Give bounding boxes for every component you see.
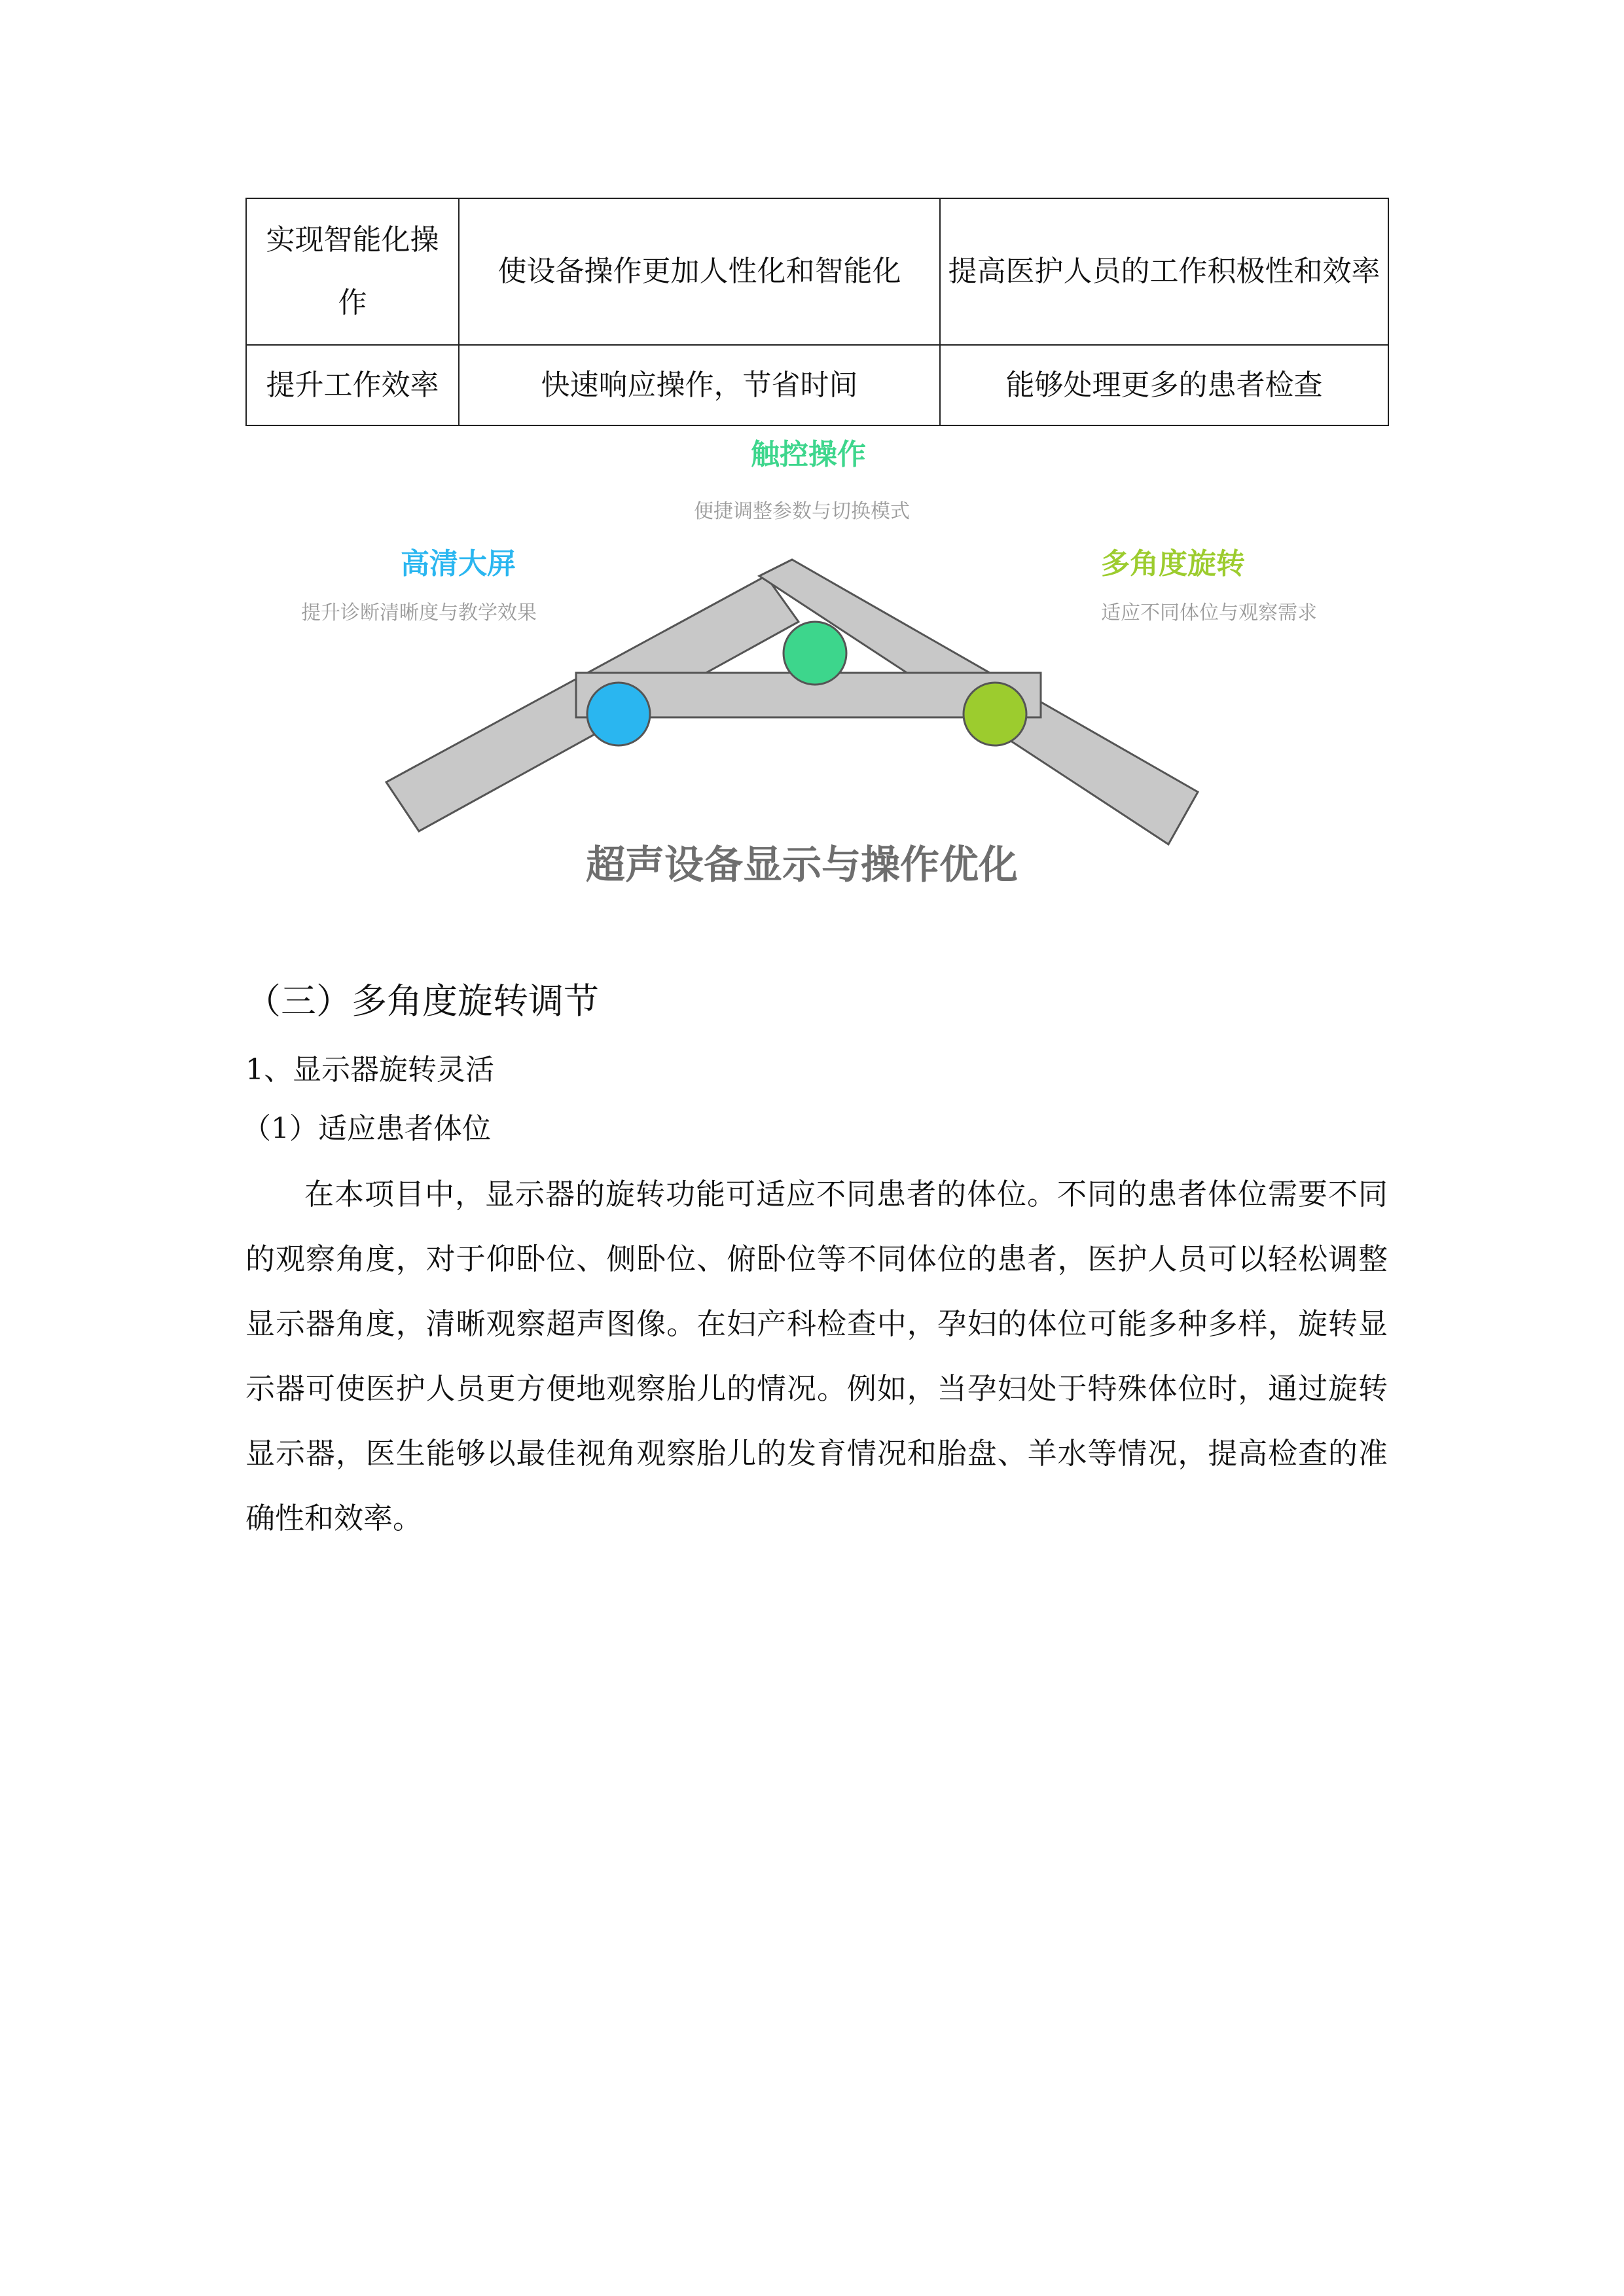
table-cell: 快速响应操作，节省时间 <box>459 345 940 425</box>
diagram-label-touch: 触控操作 <box>751 438 866 471</box>
diagram-node-right <box>964 683 1026 745</box>
section-heading: （三）多角度旋转调节 <box>245 980 599 1022</box>
table-cell: 提高医护人员的工作积极性和效率 <box>940 198 1388 345</box>
comparison-table <box>245 198 1389 426</box>
diagram-title: 超声设备显示与操作优化 <box>586 842 1018 888</box>
table-cell: 实现智能化操作 <box>246 198 459 345</box>
diagram-node-left <box>587 683 650 745</box>
table-cell: 使设备操作更加人性化和智能化 <box>459 198 940 345</box>
body-paragraph: 在本项目中，显示器的旋转功能可适应不同患者的体位。不同的患者体位需要不同的观察角度，对于仰卧位、侧卧位、俯卧位等不同体位的患者，医护人员可以轻松调整显示器角度，清晰观察超声图像。在妇产科检查中，孕妇的体位可能多种多样，旋转显示器可使医护人员更方便地观察胎儿的情况。例如，当孕妇处于特殊体位时，通过旋转显示器，医生能够以最佳视角观察胎儿的发育情况和胎盘、羊水等情况，提高检查的准确性和效率。 <box>245 1177 1388 1535</box>
diagram-desc-hd-screen: 提升诊断清晰度与教学效果 <box>301 601 537 624</box>
diagram-desc-touch: 便捷调整参数与切换模式 <box>694 500 910 523</box>
table-cell: 提升工作效率 <box>246 345 459 425</box>
diagram-node-top <box>784 622 846 685</box>
diagram-label-rotation: 多角度旋转 <box>1101 547 1245 581</box>
subsection-heading: 1、显示器旋转灵活 <box>245 1053 494 1086</box>
diagram-label-hd-screen: 高清大屏 <box>401 547 516 581</box>
optimization-diagram <box>262 425 1375 962</box>
table-cell: 能够处理更多的患者检查 <box>940 345 1388 425</box>
diagram-desc-rotation: 适应不同体位与观察需求 <box>1101 601 1317 624</box>
table-row <box>246 198 1388 345</box>
table-row <box>246 345 1388 425</box>
subsubsection-heading: （1）适应患者体位 <box>242 1112 491 1145</box>
